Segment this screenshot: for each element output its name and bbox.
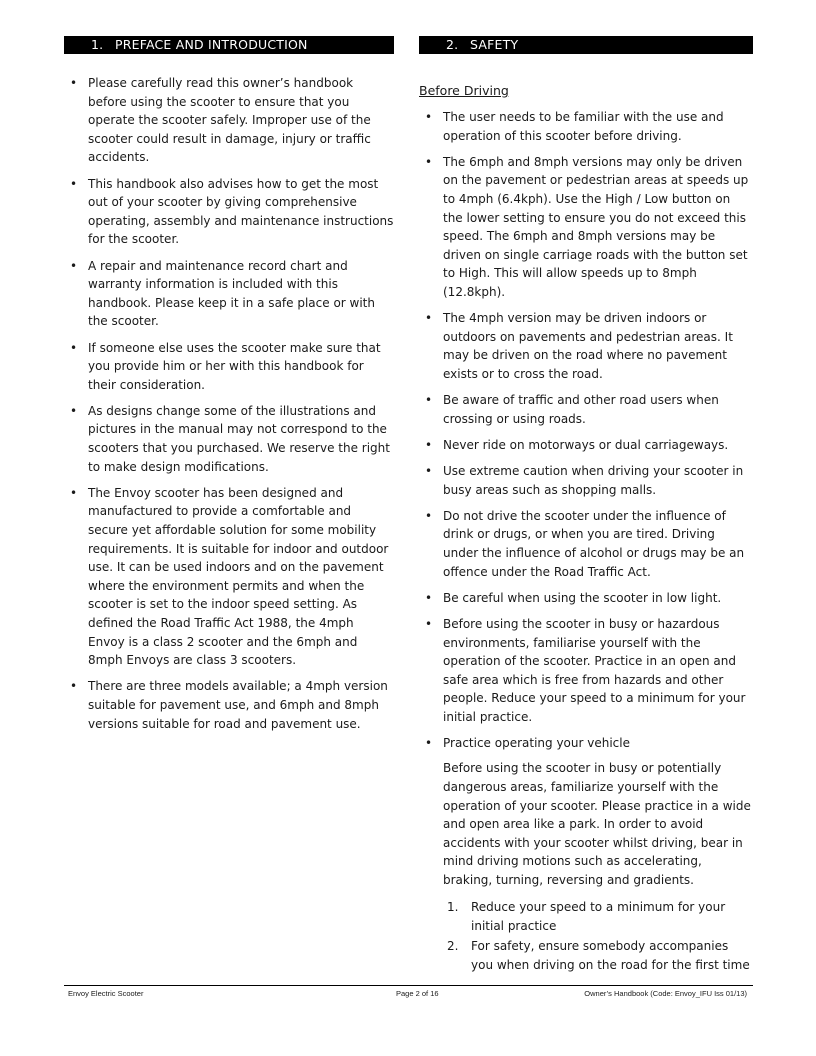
section-safety [419, 36, 753, 976]
subheading-before-driving: Before Driving [419, 83, 509, 98]
list-item: • Practice operating your vehicle [419, 734, 753, 753]
list-item [447, 937, 753, 976]
step-number: 1. [447, 899, 459, 914]
list-item: • This handbook also advises how to get the most out of your scooter by giving comprehensive operating, assembly and maintenance instructions for the scooter. [64, 175, 394, 249]
step-text: Reduce your speed to a minimum for your initial practice [471, 899, 726, 933]
list-item: • The Envoy scooter has been designed and manufactured to provide a comfortable and secure yet affordable solution for some mobility requirements. It is suitable for indoor and outdoor use. It can be used indoors and on the pavement where the environment permits and when the scooter is set to the indoor speed setting. As defined the Road Traffic Act 1988, the 4mph Envoy is a class 2 scooter and the 6mph and 8mph Envoys are class 3 scooters. [64, 484, 394, 670]
section-title: PREFACE AND INTRODUCTION [115, 37, 308, 52]
practice-steps-list [419, 898, 753, 976]
list-item: • A repair and maintenance record chart and warranty information is included with this handbook. Please keep it in a safe place or with the scooter. [64, 257, 394, 331]
list-item: • Please carefully read this owner’s handbook before using the scooter to ensure that you operate the scooter safely. Improper use of the scooter could result in damage, injury or traffic accidents. [64, 74, 394, 167]
list-item: • Be aware of traffic and other road users when crossing or using roads. [419, 391, 753, 428]
section-title: SAFETY [470, 37, 519, 52]
list-item: • As designs change some of the illustrations and pictures in the manual may not correspond to the scooters that you purchased. We reserve the right to make design modifications. [64, 402, 394, 476]
list-item: • Never ride on motorways or dual carriageways. [419, 436, 753, 455]
preface-bullet-list [64, 74, 394, 733]
step-number: 2. [447, 938, 459, 953]
list-item: • If someone else uses the scooter make sure that you provide him or her with this handbook for their consideration. [64, 339, 394, 395]
footer-product-name: Envoy Electric Scooter [68, 989, 144, 998]
practice-paragraph: Before using the scooter in busy or potentially dangerous areas, familiarize yourself with the operation of your scooter. Please practice in a wide and open area like a park. In order to avoid accidents with your scooter whilst driving, bear in mind driving motions such as accelerating, braking, turning, reversing and gradients. [443, 761, 751, 887]
list-item: • Before using the scooter in busy or hazardous environments, familiarise yourself with the operation of the scooter. Practice in an open and safe area which is free from hazards and other people. Reduce your speed to a minimum for your initial practice. [419, 615, 753, 727]
safety-bullet-list [419, 108, 753, 753]
section-number: 2. [446, 37, 459, 52]
step-text: For safety, ensure somebody accompanies you when driving on the road for the first time [471, 938, 750, 972]
list-item: • Be careful when using the scooter in low light. [419, 589, 753, 608]
list-item [447, 898, 753, 937]
list-item: • The 6mph and 8mph versions may only be driven on the pavement or pedestrian areas at speeds up to 4mph (6.4kph). Use the High / Low button on the lower setting to ensure you do not exceed this speed. The 6mph and 8mph versions may be driven on single carriage roads with the button set to High. This will allow speeds up to 8mph (12.8kph). [419, 153, 753, 302]
footer-document-code: Owner’s Handbook (Code: Envoy_IFU Iss 01/13) [584, 989, 747, 998]
list-item: • The 4mph version may be driven indoors or outdoors on pavements and pedestrian areas. It may be driven on the road where no pavement exists or to cross the road. [419, 309, 753, 383]
list-item: • There are three models available; a 4mph version suitable for pavement use, and 6mph and 8mph versions suitable for road and pavement use. [64, 677, 394, 733]
page-footer [64, 985, 753, 1001]
list-item: • Use extreme caution when driving your scooter in busy areas such as shopping malls. [419, 462, 753, 499]
list-item: • Do not drive the scooter under the influence of drink or drugs, or when you are tired. Driving under the influence of alcohol or drugs may be an offence under the Road Traffic Act. [419, 507, 753, 581]
section-preface [64, 36, 394, 741]
list-item: • The user needs to be familiar with the use and operation of this scooter before driving. [419, 108, 753, 145]
section-number: 1. [91, 37, 104, 52]
section-header-preface [64, 36, 394, 54]
section-header-safety [419, 36, 753, 54]
footer-page-number: Page 2 of 16 [396, 989, 439, 998]
